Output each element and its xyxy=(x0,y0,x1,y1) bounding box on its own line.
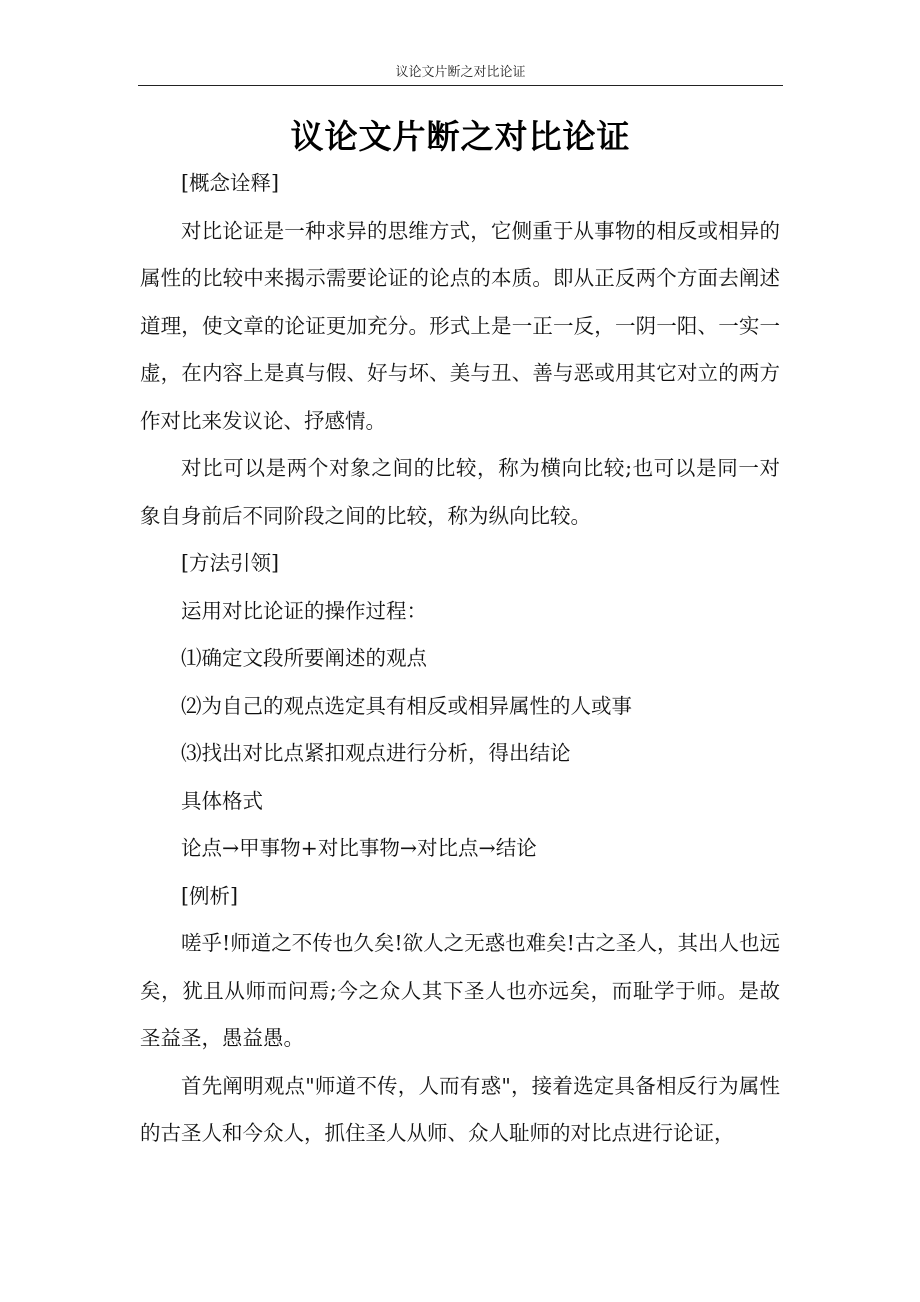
list-item-step-2: ⑵为自己的观点选定具有相反或相异属性的人或事 xyxy=(181,693,632,718)
list-item-step-1: ⑴确定文段所要阐述的观点 xyxy=(181,646,427,670)
section-heading-example: [例析] xyxy=(181,883,238,908)
subheading-format: 具体格式 xyxy=(181,788,263,813)
document-body xyxy=(140,160,780,1158)
format-formula: 论点→甲事物+对比事物→对比点→结论 xyxy=(181,836,537,860)
paragraph-comparison-types: 对比可以是两个对象之间的比较，称为横向比较;也可以是同一对象自身前后不同阶段之间的比较，称为纵向比较。 xyxy=(140,456,780,528)
document-title: 议论文片断之对比论证 xyxy=(290,117,631,156)
section-heading-concept: [概念诠释] xyxy=(181,171,279,195)
list-item-step-3: ⑶找出对比点紧扣观点进行分析，得出结论 xyxy=(181,741,571,765)
paragraph-process-intro: 运用对比论证的操作过程： xyxy=(181,598,427,623)
header-divider xyxy=(138,85,783,86)
paragraph-definition: 对比论证是一种求异的思维方式，它侧重于从事物的相反或相异的属性的比较中来揭示需要论证的论点的本质。即从正反两个方面去阐述道理，使文章的论证更加充分。形式上是一正一反，一阴一阳、一实一虚，在内容上是真与假、好与坏、美与丑、善与恶或用其它对立的两方作对比来发议论、抒感情。 xyxy=(140,218,780,433)
running-header: 议论文片断之对比论证 xyxy=(395,65,526,80)
paragraph-example-quote: 嗟乎!师道之不传也久矣!欲人之无惑也难矣!古之圣人，其出人也远矣，犹且从师而问焉;今之众人其下圣人也亦远矣，而耻学于师。是故圣益圣，愚益愚。 xyxy=(140,931,780,1050)
section-heading-method: [方法引领] xyxy=(181,551,279,575)
paragraph-example-analysis: 首先阐明观点"师道不传，人而有惑"，接着选定具备相反行为属性的古圣人和今众人，抓住圣人从师、众人耻师的对比点进行论证， xyxy=(140,1073,780,1145)
